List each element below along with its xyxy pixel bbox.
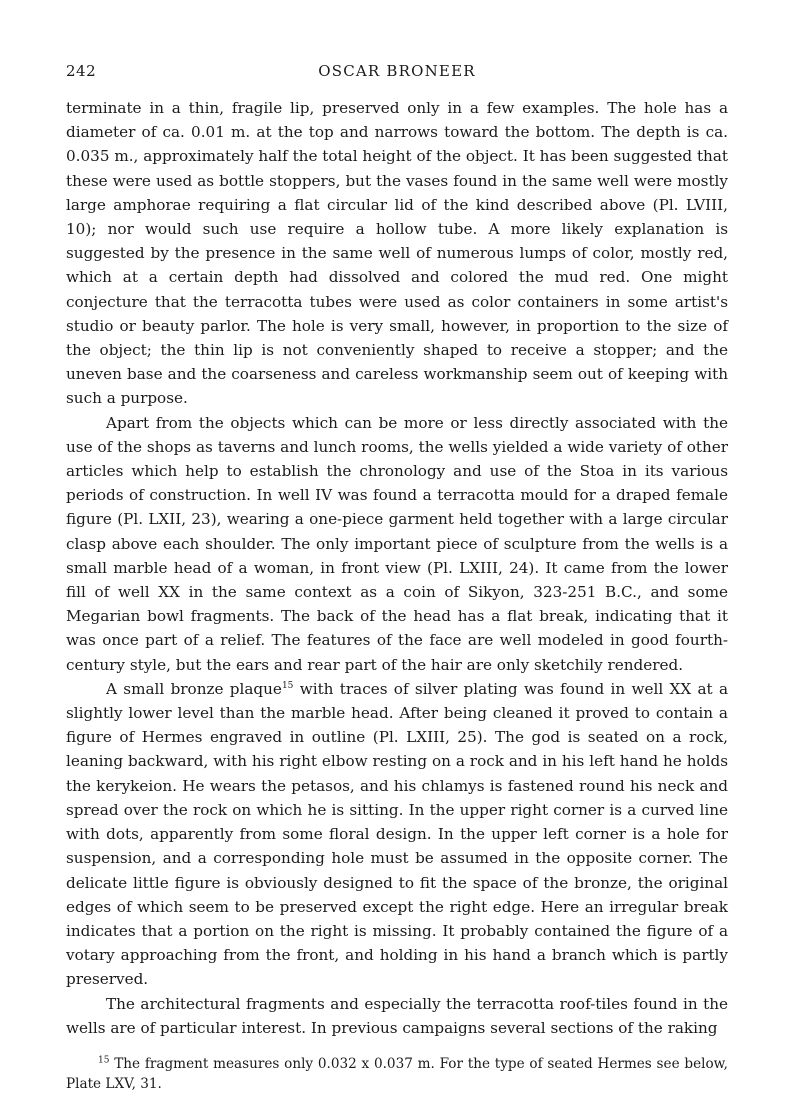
paragraph-3-rest: with traces of silver plating was found in well XX at a slightly lower level than the marble head. After being cleaned it proved to contain a figure of Hermes engraved in outline (Pl. LXIII, 25). The god is seated on a rock, leaning backward, with his right elbow resting on a rock and in his left hand he holds the kerykeion. He wears the petasos, and his chlamys is fastened round his neck and spread over the rock on which he is sitting. In the upper right corner is a curved line with dots, apparently from some floral design. In the upper left corner is a hole for suspension, and a corresponding hole must be assumed in the opposite corner. The delicate little figure is obviously designed to fit the space of the bronze, the original edges of which seem to be preserved except the right edge. Here an irregular break indicates that a portion on the right is missing. It probably contained the figure of a votary approaching from the front, and holding in his hand a branch which is partly preserved. [66,679,728,989]
footnote-mark: 15 [98,1055,110,1066]
running-head: OSCAR BRONEER [318,62,476,80]
footnote-reference-15[interactable]: 15 [281,680,294,691]
footnotes [66,1054,728,1094]
paragraph-4: The architectural fragments and especially the terracotta roof-tiles found in the wells are of particular interest. In previous campaigns several sections of the raking [66,994,728,1037]
page-number: 242 [66,62,97,80]
page-header [66,62,728,84]
paragraph-1: terminate in a thin, fragile lip, preserved only in a few examples. The hole has a diameter of ca. 0.01 m. at the top and narrows toward the bottom. The depth is ca. 0.035 m., approximately half the total height of the object. It has been suggested that these were used as bottle stoppers, but the vases found in the same well were mostly large amphorae requiring a flat circular lid of the kind described above (Pl. LVIII, 10); nor would such use require a hollow tube. A more likely explanation is suggested by the presence in the same well of numerous lumps of color, mostly red, which at a certain depth had dissolved and colored the mud red. One might conjecture that the terracotta tubes were used as color containers in some artist's studio or beauty parlor. The hole is very small, however, in proportion to the size of the object; the thin lip is not conveniently shaped to receive a stopper; and the uneven base and the coarseness and careless workmanship seem out of keeping with such a purpose. [66,99,728,408]
paragraph-2: Apart from the objects which can be more or less directly associated with the use of the shops as taverns and lunch rooms, the wells yielded a wide variety of other articles which help to establish the chronology and use of the Stoa in its various periods of construction. In well IV was found a terracotta mould for a draped female figure (Pl. LXII, 23), wearing a one-piece garment held together with a large circular clasp above each shoulder. The only important piece of sculpture from the wells is a small marble head of a woman, in front view (Pl. LXIII, 24). It came from the lower fill of well XX in the same context as a coin of Sikyon, 323-251 B.C., and some Megarian bowl fragments. The back of the head has a flat break, indicating that it was once part of a relief. The features of the face are well modeled in good fourth-century style, but the ears and rear part of the hair are only sketchily rendered. [66,413,728,674]
footnote-text: The fragment measures only 0.032 x 0.037 m. For the type of seated Hermes see below, Plate LXV, 31. [66,1055,728,1092]
footnote-15 [66,1054,728,1094]
paragraph-3-start: A small bronze plaque [106,679,282,698]
paragraph-3 [66,677,728,992]
body-text [66,96,728,1040]
